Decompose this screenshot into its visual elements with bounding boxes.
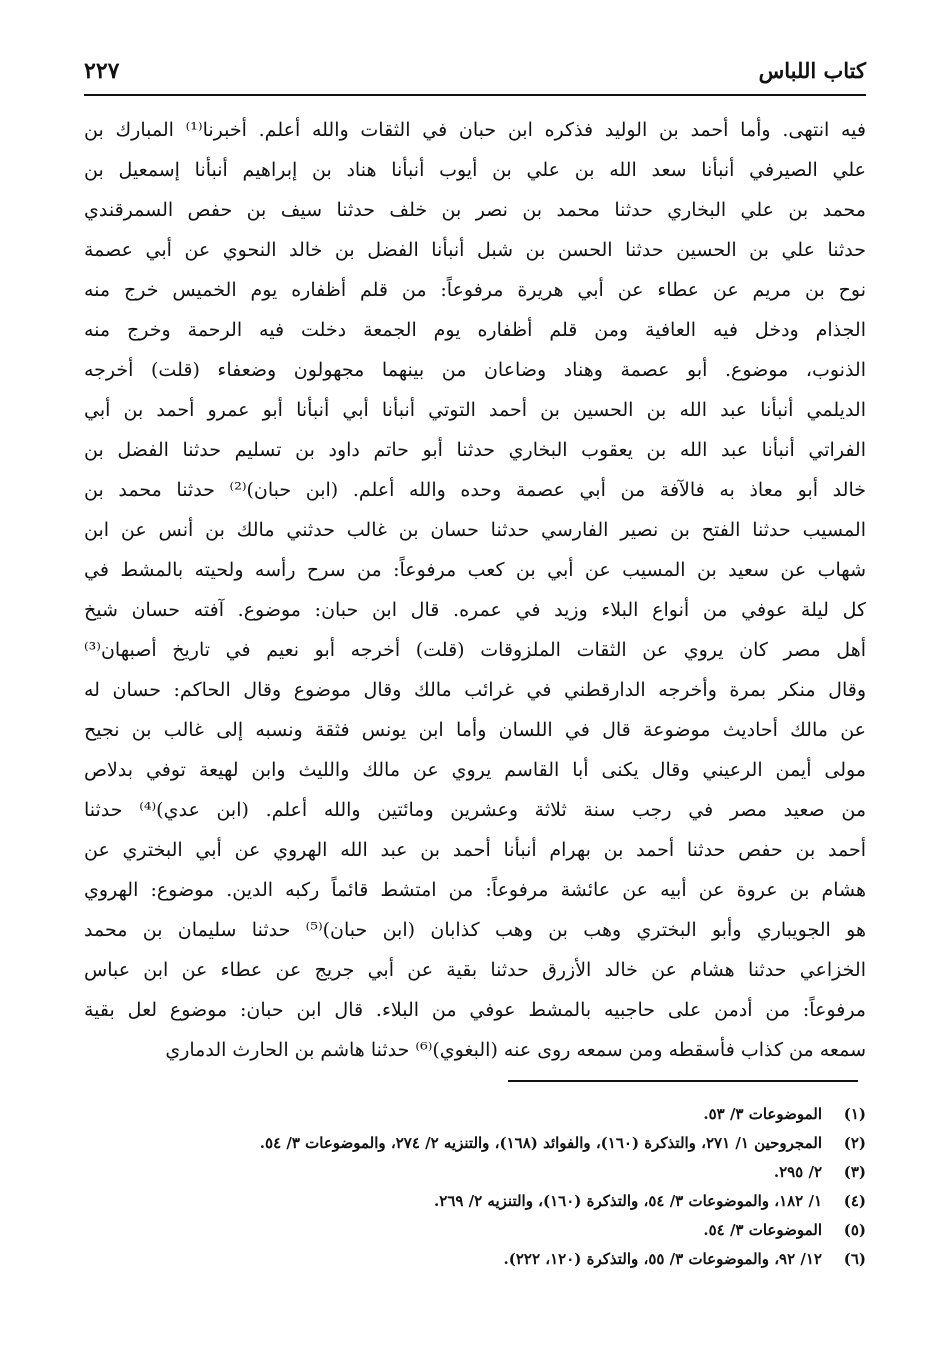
footnote xyxy=(84,1158,866,1187)
chapter-title: كتاب اللباس xyxy=(758,58,866,83)
footnote-text: الموضوعات ٣/ ٥٤. xyxy=(703,1221,822,1239)
main-text xyxy=(84,110,866,1070)
text-line: الجذام ودخل فيه العافية ومن قلم أظفاره يوم الجمعة دخلت فيه الرحمة وخرج منه xyxy=(84,319,866,341)
footnote xyxy=(84,1187,866,1216)
footnote xyxy=(84,1100,866,1129)
footnote-text: الموضوعات ٣/ ٥٣. xyxy=(703,1105,822,1123)
footnote-text: المجروحين ١/ ٢٧١، والتذكرة (١٦٠)، والفوائد (١٦٨)، والتنزيه ٢/ ٢٧٤، والموضوعات ٣/ ٥٤. xyxy=(259,1134,822,1152)
text-line: الديلمي أنبأنا عبد الله بن الحسين بن أحمد التوتي أنبأنا أبي أنبأنا أبو عمرو أحمد بن أبي xyxy=(84,399,866,421)
text-line: سمعه من كذاب فأسقطه ومن سمعه روى عنه (البغوي)⁽⁶⁾ حدثنا هاشم بن الحارث الدماري xyxy=(165,1039,866,1061)
running-header xyxy=(84,52,866,92)
footnote-number: (٢) xyxy=(843,1134,866,1152)
text-line: فيه انتهى. وأما أحمد بن الوليد فذكره ابن حبان في الثقات والله أعلم. أخبرنا⁽¹⁾ المبارك بن xyxy=(84,119,866,141)
text-line: عن مالك أحاديث موضوعة قال في اللسان وأما ابن يونس فثقة ونسبه إلى غالب بن نجيح xyxy=(84,719,866,741)
page-number: ٢٢٧ xyxy=(84,58,120,84)
text-line: الذنوب، موضوع. أبو عصمة وهناد وضاعان من بينهما مجهولون وضعفاء (قلت) أخرجه xyxy=(84,359,866,381)
text-line: شهاب عن سعيد بن المسيب عن أبي بن كعب مرفوعاً: من سرح رأسه ولحيته بالمشط في xyxy=(84,559,866,581)
text-line: من صعيد مصر في رجب سنة ثلاثة وعشرين ومائتين والله أعلم. (ابن عدي)⁽⁴⁾ حدثنا xyxy=(84,799,866,821)
footnote-number: (٥) xyxy=(843,1221,866,1239)
text-line: هو الجويباري وأبو البختري وهب بن وهب كذابان (ابن حبان)⁽⁵⁾ حدثنا سليمان بن محمد xyxy=(84,919,866,941)
footnote xyxy=(84,1216,866,1245)
text-line: أحمد بن حفص حدثنا أحمد بن بهرام أنبأنا أحمد بن عبد الله الهروي عن أبي البختري عن xyxy=(84,839,866,861)
footnote xyxy=(84,1245,866,1274)
text-line: نوح بن مريم عن عطاء عن أبي هريرة مرفوعاً: من قلم أظفاره يوم الخميس خرج منه xyxy=(84,279,866,301)
text-line: خالد أبو معاذ به فالآفة من أبي عصمة وحده والله أعلم. (ابن حبان)⁽²⁾ حدثنا محمد بن xyxy=(84,479,866,501)
footnote-separator xyxy=(508,1080,858,1082)
footnote-number: (١) xyxy=(843,1105,866,1123)
text-line: علي الصيرفي أنبأنا سعد الله بن علي بن أيوب أنبأنا هناد بن إبراهيم أنبأنا إسمعيل بن xyxy=(84,159,866,181)
footnote-text: ١/ ١٨٢، والموضوعات ٣/ ٥٤، والتذكرة (١٦٠)، والتنزيه ٢/ ٢٦٩. xyxy=(434,1192,822,1210)
footnote xyxy=(84,1129,866,1158)
text-line: محمد بن علي البخاري حدثنا محمد بن نصر بن خلف حدثنا سيف بن حفص السمرقندي xyxy=(84,199,866,221)
text-line: المسيب حدثنا الفتح بن نصير الفارسي حدثنا حسان بن غالب حدثني مالك بن أنس عن ابن xyxy=(84,519,866,541)
text-line: الخزاعي حدثنا هشام عن خالد الأزرق حدثنا بقية عن أبي جريج عن عطاء عن ابن عباس xyxy=(84,959,866,981)
text-line: هشام بن عروة عن أبيه عن عائشة مرفوعاً: من امتشط قائماً ركبه الدين. موضوع: الهروي xyxy=(84,879,866,901)
header-rule xyxy=(84,94,866,96)
footnote-number: (٦) xyxy=(843,1250,866,1268)
footnote-text: ١٢/ ٩٢، والموضوعات ٣/ ٥٥، والتذكرة (١٢٠، ٢٢٢). xyxy=(503,1250,822,1268)
text-line: حدثنا علي بن الحسين حدثنا الحسن بن شبل أنبأنا الفضل بن خالد النحوي عن أبي عصمة xyxy=(84,239,866,261)
text-line: مرفوعاً: من أدمن على حاجبيه بالمشط عوفي من البلاء. قال ابن حبان: موضوع لعل بقية xyxy=(84,999,866,1021)
text-line: كل ليلة عوفي من أنواع البلاء وزيد في عمره. قال ابن حبان: موضوع. آفته حسان شيخ xyxy=(84,599,866,621)
text-line: وقال منكر بمرة وأخرجه الدارقطني في غرائب مالك وقال موضوع وقال الحاكم: حسان له xyxy=(84,679,866,701)
text-line: أهل مصر كان يروي عن الثقات الملزوقات (قلت) أخرجه أبو نعيم في تاريخ أصبهان⁽³⁾ xyxy=(84,639,866,661)
footnote-text: ٢/ ٢٩٥. xyxy=(773,1163,822,1181)
footnote-number: (٣) xyxy=(843,1163,866,1181)
footnotes xyxy=(84,1100,866,1274)
text-line: الفراتي أنبأنا عبد الله بن يعقوب البخاري حدثنا أبو حاتم داود بن تسليم حدثنا الفضل بن xyxy=(84,439,866,461)
footnote-number: (٤) xyxy=(843,1192,866,1210)
text-line: مولى أيمن الرعيني وقال يكنى أبا القاسم يروي عن مالك والليث وابن لهيعة توفي بدلاص xyxy=(84,759,866,781)
